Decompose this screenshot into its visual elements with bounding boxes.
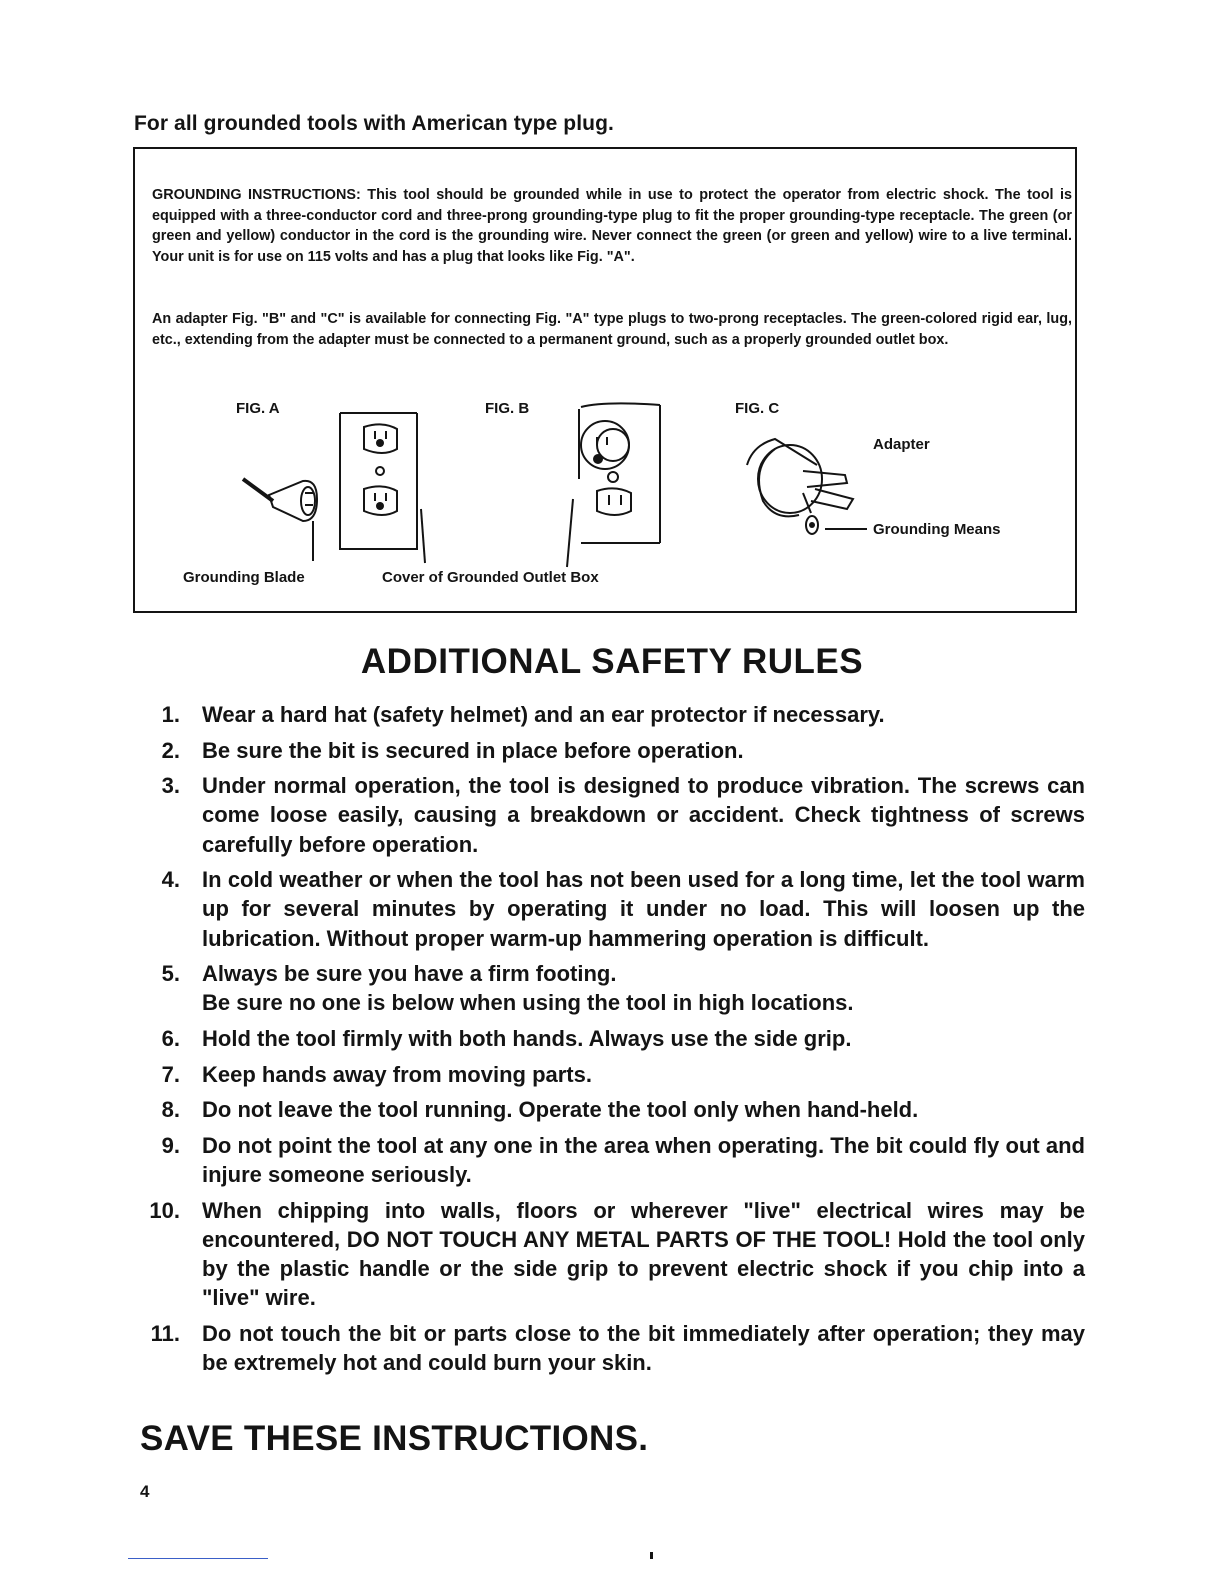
- rule-number: 5.: [161, 961, 180, 987]
- grounding-blade-label: Grounding Blade: [183, 569, 305, 586]
- rule-text: When chipping into walls, floors or wherever "live" electrical wires may be encountered, DO NOT TOUCH ANY METAL PARTS OF THE TOOL! Hold the tool only by the plastic handle or the side grip to prevent electric shock if you chip into a "live" wire.: [202, 1197, 1085, 1311]
- fig-c-adapter-icon: [747, 439, 867, 534]
- rule-number: 11.: [150, 1320, 180, 1346]
- safety-rule-9: [140, 1131, 1085, 1189]
- safety-rule-1: [140, 700, 1085, 729]
- safety-rule-4: [140, 865, 1085, 953]
- grounding-instructions-box: [133, 147, 1077, 613]
- grounding-figures-illustration: [135, 149, 1075, 611]
- rule-number: 7.: [161, 1061, 180, 1087]
- fig-a-label: FIG. A: [236, 400, 280, 417]
- rule-text-line-2: Be sure no one is below when using the tool in high locations.: [202, 990, 854, 1016]
- fig-a-plug-icon: [243, 479, 317, 561]
- rule-number: 6.: [161, 1025, 180, 1051]
- safety-rule-6: [140, 1024, 1085, 1053]
- safety-rule-7: [140, 1060, 1085, 1089]
- safety-rule-5: [140, 959, 1085, 1017]
- section-title: ADDITIONAL SAFETY RULES: [360, 642, 864, 681]
- fig-a-outlet-icon: [340, 413, 425, 563]
- save-instructions-heading: SAVE THESE INSTRUCTIONS.: [140, 1419, 649, 1458]
- rule-text: Do not point the tool at any one in the area when operating. The bit could fly out and injure someone seriously.: [202, 1132, 1085, 1187]
- fig-b-adapter-outlet-icon: [567, 403, 660, 567]
- safety-rules-list: [140, 700, 1085, 1384]
- rule-number: 4.: [161, 867, 180, 893]
- footer-rule: [128, 1558, 268, 1559]
- rule-text: Wear a hard hat (safety helmet) and an ear protector if necessary.: [202, 702, 885, 727]
- rule-text: Always be sure you have a firm footing.: [202, 961, 617, 987]
- safety-rule-10: [140, 1196, 1085, 1313]
- rule-text: Keep hands away from moving parts.: [202, 1061, 592, 1087]
- rule-number: 3.: [161, 773, 180, 799]
- safety-rule-2: [140, 736, 1085, 765]
- grounding-paragraph-1: GROUNDING INSTRUCTIONS: This tool should be grounded while in use to protect the operator from electric shock. The tool is equipped with a three-conductor cord and three-prong grounding-type plug to fit the proper grounding-type receptacle. The green (or green and yellow) conductor in the cord is the grounding wire. Never connect the green (or green and yellow) wire to a live terminal. Your unit is for use on 115 volts and has a plug that looks like Fig. "A".: [152, 187, 1072, 265]
- rule-text: Do not touch the bit or parts close to the bit immediately after operation; they may be extremely hot and could burn your skin.: [202, 1320, 1085, 1375]
- footer-mark: [650, 1552, 653, 1559]
- rule-number: 2.: [161, 737, 180, 763]
- adapter-label: Adapter: [873, 436, 930, 453]
- safety-rule-11: [140, 1319, 1085, 1377]
- rule-number: 8.: [161, 1097, 180, 1123]
- rule-text: In cold weather or when the tool has not been used for a long time, let the tool warm up for several minutes by operating it under no load. This will loosen up the lubrication. Without proper warm-up hammering operation is difficult.: [202, 867, 1085, 951]
- safety-rule-8: [140, 1095, 1085, 1124]
- rule-number: 9.: [161, 1132, 180, 1158]
- outlet-cover-label: Cover of Grounded Outlet Box: [382, 569, 599, 586]
- grounding-means-label: Grounding Means: [873, 521, 1001, 538]
- page-number: 4: [140, 1482, 150, 1501]
- rule-number: 1.: [161, 702, 180, 727]
- grounding-paragraph-2: An adapter Fig. "B" and "C" is available for connecting Fig. "A" type plugs to two-prong receptacles. The green-colored rigid ear, lug, etc., extending from the adapter must be connected to a permanent ground, such as a properly grounded outlet box.: [152, 311, 1072, 348]
- rule-number: 10.: [149, 1197, 180, 1223]
- rule-text: Under normal operation, the tool is designed to produce vibration. The screws can come loose easily, causing a breakdown or accident. Check tightness of screws carefully before operation.: [202, 773, 1085, 857]
- top-note: For all grounded tools with American type plug.: [134, 112, 614, 135]
- fig-b-label: FIG. B: [485, 400, 530, 417]
- rule-text: Do not leave the tool running. Operate the tool only when hand-held.: [202, 1097, 919, 1123]
- safety-rule-3: [140, 771, 1085, 859]
- rule-text: Be sure the bit is secured in place before operation.: [202, 737, 744, 763]
- rule-text: Hold the tool firmly with both hands. Always use the side grip.: [202, 1025, 852, 1051]
- fig-c-label: FIG. C: [735, 400, 780, 417]
